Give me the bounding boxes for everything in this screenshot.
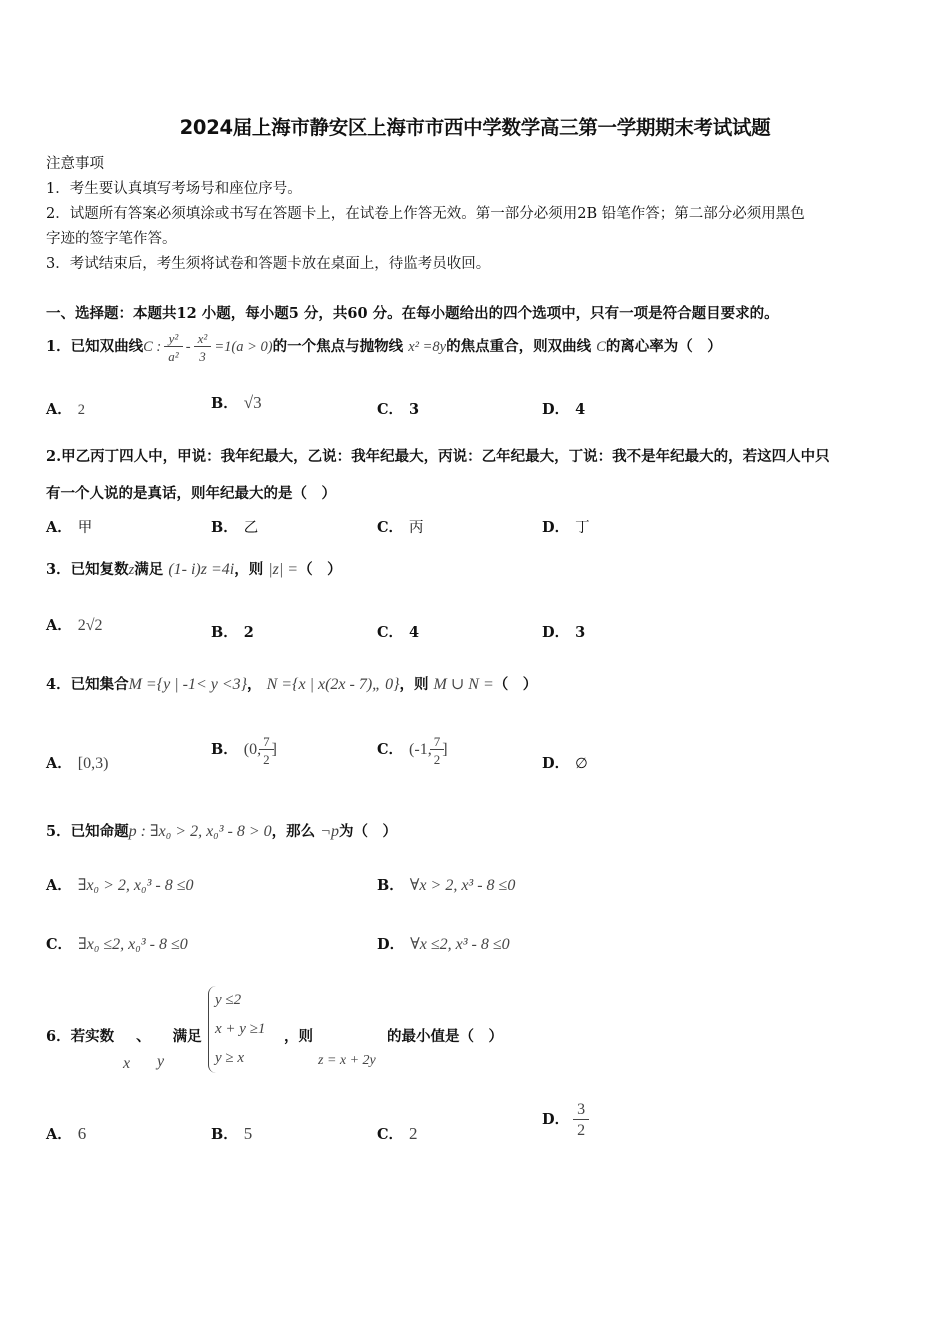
option-c[interactable]: C． 丙: [377, 519, 424, 536]
page-title: 2024届上海市静安区上海市市西中学数学高三第一学期期末考试试题: [179, 116, 771, 139]
option-c[interactable]: C． 2: [377, 1124, 418, 1143]
option-c[interactable]: C． 3: [377, 401, 420, 418]
option-b[interactable]: B． √3: [211, 393, 262, 412]
fraction: $\frac{3}{2}$: [575, 1101, 587, 1140]
option-c[interactable]: C． (-1, $\frac{7}{2}$ ]: [377, 733, 448, 767]
question-2-cont: 有一个人说的是真话，则年纪最大的是（ ）: [46, 485, 336, 502]
option-a[interactable]: A． 甲: [46, 519, 93, 536]
question-4: 4．已知集合M ={y | -1< y <3}， N ={x | x(2x - 7)„ 0}，则 M ∪ N =（ ）: [46, 676, 538, 693]
fraction: $\frac{7}{2}$: [432, 734, 443, 767]
question-2: 2.甲乙丙丁四人中，甲说：我年纪最大，乙说：我年纪最大，丙说：乙年纪最大，丁说：我不是年纪最大的，若这四人中只: [46, 448, 830, 465]
option-d[interactable]: D． 3: [542, 624, 586, 641]
option-a[interactable]: A． ∃x₀ > 2, x₀³ - 8 ≤0: [46, 877, 194, 894]
option-a[interactable]: A． 2: [46, 401, 86, 418]
option-b[interactable]: B． 乙: [211, 519, 259, 536]
option-d[interactable]: D． ∅: [542, 755, 588, 772]
option-a[interactable]: A． 2√2: [46, 617, 103, 634]
constraint-system: y ≤2 x + y ≥1 y ≥ x: [208, 986, 265, 1073]
question-1: 1．已知双曲线C : $\frac{\text{y²}}{\text{a²}}$ - $\frac{\text{x²}}{3}$ =1(a > 0)的一个焦点与抛物线 x² =8y的焦点重合，则双曲线 C的离心率为（ ）: [46, 330, 722, 364]
option-d[interactable]: D． 丁: [542, 519, 590, 536]
option-a[interactable]: A． 6: [46, 1124, 87, 1143]
note-item: 字迹的签字笔作答。: [46, 231, 177, 247]
var-y: y: [157, 1053, 165, 1070]
var-x: x: [123, 1055, 131, 1072]
fraction: $\frac{7}{2}$: [261, 734, 272, 767]
note-item: 2．试题所有答案必须填涂或书写在答题卡上，在试卷上作答无效。第一部分必须用2B 铅笔作答；第二部分必须用黑色: [46, 206, 805, 222]
fraction: $\frac{\text{y²}}{\text{a²}}$: [166, 331, 180, 364]
option-a[interactable]: A． [0,3): [46, 755, 109, 772]
notes-heading: 注意事项: [46, 156, 104, 172]
question-3: 3．已知复数z满足 (1- i)z =4i，则 |z| =（ ）: [46, 561, 342, 578]
option-c[interactable]: C． ∃x₀ ≤2, x₀³ - 8 ≤0: [46, 936, 188, 953]
option-b[interactable]: B． ∀x > 2, x³ - 8 ≤0: [377, 877, 516, 894]
question-6-cont: ，则 的最小值是（ ）: [284, 1028, 503, 1045]
objective-z: z = x + 2y: [318, 1053, 376, 1068]
note-item: 1．考生要认真填写考场号和座位序号。: [46, 181, 302, 197]
option-b[interactable]: B． (0, $\frac{7}{2}$ ]: [211, 733, 277, 767]
option-b[interactable]: B． 5: [211, 1124, 253, 1143]
question-6: 6．若实数 、 满足: [46, 1028, 202, 1045]
option-d[interactable]: D． $\frac{3}{2}$: [542, 1097, 587, 1143]
note-item: 3．考试结束后，考生须将试卷和答题卡放在桌面上，待监考员收回。: [46, 256, 491, 272]
option-d[interactable]: D． ∀x ≤2, x³ - 8 ≤0: [377, 936, 510, 953]
option-b[interactable]: B． 2: [211, 624, 254, 641]
option-d[interactable]: D． 4: [542, 401, 586, 418]
section-heading: 一、选择题：本题共12 小题，每小题5 分，共60 分。在每小题给出的四个选项中，只有一项是符合题目要求的。: [46, 305, 779, 322]
option-c[interactable]: C． 4: [377, 624, 420, 641]
question-5: 5．已知命题p : ∃x₀ > 2, x₀³ - 8 > 0，那么 ¬p为（ ）: [46, 823, 398, 840]
fraction: $\frac{\text{x²}}{3}$: [196, 331, 210, 364]
